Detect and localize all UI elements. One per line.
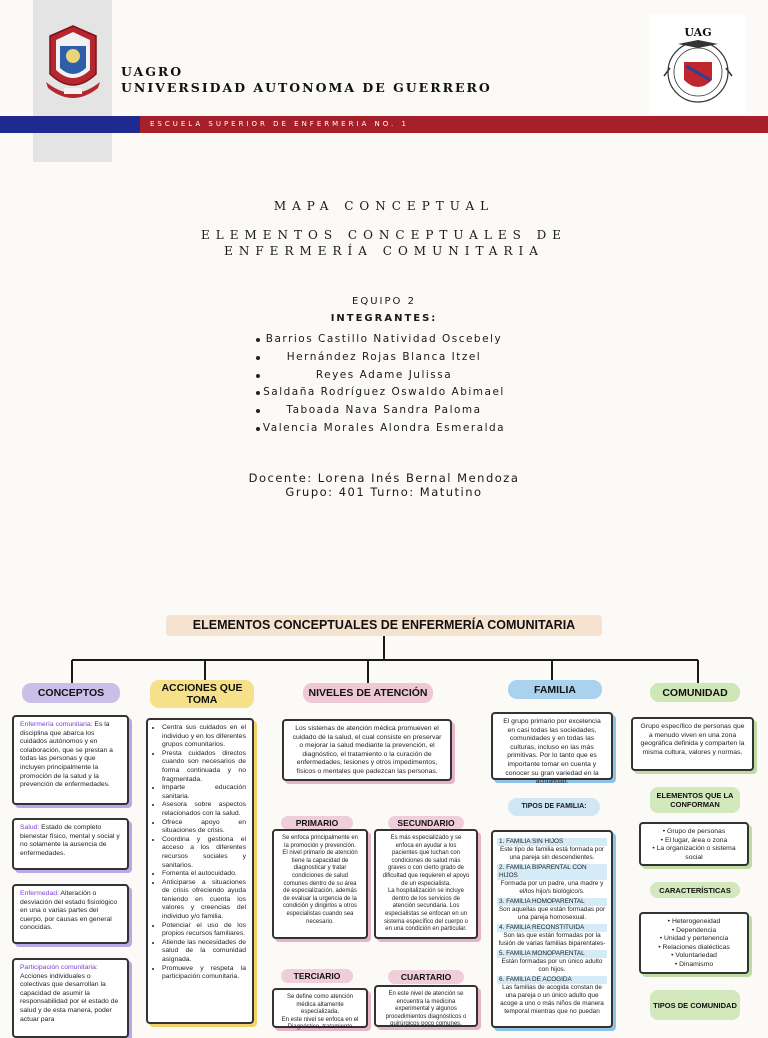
list-item: • La organización o sistema social <box>647 845 741 862</box>
team-label: EQUIPO 2 <box>352 296 416 307</box>
bullet-icon <box>256 374 260 378</box>
nivel-terciario-label: TERCIARIO <box>281 969 353 983</box>
university-short-name: UAGRO <box>121 64 184 79</box>
list-item: Taboada Nava Sandra Paloma <box>0 402 768 420</box>
tipos-comunidad-label: TIPOS DE COMUNIDAD <box>650 990 740 1020</box>
acciones-list <box>154 724 246 982</box>
elementos-list <box>647 828 741 862</box>
university-full-name: UNIVERSIDAD AUTONOMA DE GUERRERO <box>121 80 492 95</box>
document-type: MAPA CONCEPTUAL <box>273 199 495 213</box>
concept-box <box>12 958 129 1038</box>
tipo-familia-desc: Son aquellas que están formadas por una pareja homosexual. <box>498 906 606 921</box>
svg-text:UAG: UAG <box>684 26 712 39</box>
tipos-familia-box <box>491 830 613 1028</box>
niveles-intro-box: Los sistemas de atención médica promueven el cuidado de la salud, el cual consiste en preservar o mejorar la salud mediante la prevención, el diagnóstico, el tratamiento o la curación de enfermedades, lesiones y otros impedimentos, físicos o mentales que padezcan las personas. <box>282 719 452 781</box>
members-label: INTEGRANTES: <box>330 313 438 324</box>
list-item: • Voluntariedad <box>647 952 741 961</box>
branch-comunidad: COMUNIDAD <box>650 683 740 702</box>
list-item: • Ofrece apoyo en situaciones de crisis. <box>162 819 246 836</box>
comunidad-intro-box: Grupo específico de personas que a menudo viven en una zona geográfica definida y comparten la misma cultura, valores y normas. <box>631 717 754 771</box>
list-item: • Promueve y respeta la participación comunitaria. <box>162 965 246 982</box>
concept-term: Salud: <box>20 824 40 831</box>
teacher-group-info <box>0 471 768 499</box>
document-title <box>0 227 768 259</box>
nivel-primario-label: PRIMARIO <box>281 816 353 830</box>
tipo-familia-desc: Formada por un padre, una madre y el/los hijo/s biológico/s. <box>500 880 604 895</box>
list-item: • El lugar, área o zona <box>647 837 741 846</box>
list-item: Barrios Castillo Natividad Oscebely <box>0 331 768 349</box>
caracteristicas-list <box>647 918 741 970</box>
list-item: • Anticiparse a situaciones de crisis ofreciendo ayuda teniendo en cuenta los valores y creencias del individuo y/o familia. <box>162 879 246 922</box>
elementos-label: ELEMENTOS QUE LA CONFORMAN <box>650 787 740 813</box>
bullet-icon <box>256 356 260 360</box>
branch-conceptos: CONCEPTOS <box>22 683 120 703</box>
list-item: • Presta cuidados directos cuando son necesarios de forma continuada y no fragmentada. <box>162 750 246 784</box>
school-name: ESCUELA SUPERIOR DE ENFERMERIA NO. 1 <box>150 120 409 128</box>
tipo-familia-desc: Este tipo de familia está formada por una pareja sin descendientes. <box>499 846 605 861</box>
group-info: Grupo: 401 Turno: Matutino <box>285 485 483 499</box>
branch-niveles: NIVELES DE ATENCIÓN <box>303 683 433 703</box>
concept-definition: Es la disciplina que abarca los cuidados autónomos y en colaboración, que se prestan a todas las personas y que incluyen principalmente la promoción de la salud y la prevención de enfermedades. <box>20 721 113 789</box>
nivel-primario-box: Se enfoca principalmente en la promoción y prevención. El nivel primario de atención tiene la capacidad de diagnosticar y tratar condiciones de salud comunes dentro de su área de especialización, además de evaluar la urgencia de la condición y dirigirlos a otros especialistas cuando sea necesario. <box>272 829 368 939</box>
list-item: Reyes Adame Julissa <box>0 367 768 385</box>
acciones-box <box>146 718 254 1024</box>
concept-definition: Estado de completo bienestar físico, mental y social y no solamente la ausencia de enfermedades. <box>20 824 120 857</box>
list-item: • Atiende las necesidades de salud de la comunidad asignada. <box>162 939 246 965</box>
concept-box <box>12 715 129 805</box>
list-item: • Imparte educación sanitaria. <box>162 784 246 801</box>
concept-definition: Acciones individuales o colectivas que desarrollan la capacidad de asumir la responsabilidad por el estado de salud y de esta manera, poder actuar para <box>20 972 119 1023</box>
list-item: • Heterogeneidad <box>647 918 741 927</box>
list-item: • Unidad y pertenencia <box>647 935 741 944</box>
bullet-icon <box>256 427 260 431</box>
bullet-icon <box>256 338 260 342</box>
nivel-secundario-box: Es más especializado y se enfoca en ayudar a los pacientes que luchan con condiciones de salud más graves o con cierto grado de dificultad que requieren el apoyo de un especialista. La hospitalización se incluye dentro de los servicios de atención secundaria. Los especialistas se enfocan en un sistema específico del cuerpo o en una condición en particular. <box>374 829 478 939</box>
tipo-familia-desc: Las familias de acogida constan de una pareja o un único adulto que acoge a uno o más niños de manera temporal mientras que no puedan <box>500 984 604 1015</box>
list-item: • Relaciones dialécticas <box>647 944 741 953</box>
caracteristicas-label: CARACTERÍSTICAS <box>650 882 740 898</box>
concept-term: Enfermería comunitaria: <box>20 721 93 728</box>
list-item: • Potenciar el uso de los propios recursos familiares. <box>162 922 246 939</box>
concept-term: Enfermedad: <box>20 890 59 897</box>
list-item: Hernández Rojas Blanca Itzel <box>0 349 768 367</box>
list-item: • Fomenta el autocuidado. <box>162 870 246 879</box>
elementos-box <box>639 822 749 866</box>
nivel-cuartario-label: CUARTARIO <box>388 970 464 984</box>
nivel-secundario-label: SECUNDARIO <box>388 816 464 830</box>
header-band-blue <box>0 116 140 133</box>
tipo-familia-name: 4. FAMILIA RECONSTITUIDA <box>497 924 607 932</box>
uag-logo <box>650 14 746 114</box>
tipo-familia-name: 2. FAMILIA BIPARENTAL CON HIJOS <box>497 864 607 880</box>
concept-definition: Alteración o desviación del estado fisiológico en una o varias partes del cuerpo, por causas en general conocidas. <box>20 890 118 932</box>
concept-box <box>12 818 129 870</box>
nivel-terciario-box: Se define como atención médica altamente especializada. En este nivel se enfoca en el Diagnóstico, tratamiento <box>272 988 368 1028</box>
title-line-1: ELEMENTOS CONCEPTUALES DE <box>200 228 567 242</box>
members-list <box>0 331 768 438</box>
branch-acciones: ACCIONES QUE TOMA <box>150 680 254 708</box>
tipo-familia-name: 5. FAMILIA MONOPARENTAL <box>497 950 607 958</box>
familia-intro-box: El grupo primario por excelencia en casi todas las sociedades, comunidades y en todas las culturas, incluso en las más primitivas. Por lo tanto que es importante tomar en cuenta y conocer su gran variedad en la actualidad. <box>491 712 613 780</box>
list-item: Valencia Morales Alondra Esmeralda <box>0 420 768 438</box>
title-line-2: ENFERMERÍA COMUNITARIA <box>224 244 544 258</box>
bullet-icon <box>256 391 260 395</box>
list-item: • Dinamismo <box>647 961 741 970</box>
tipo-familia-desc: Están formadas por un único adulto con hijos. <box>501 958 603 973</box>
caracteristicas-box <box>639 912 749 974</box>
teacher-name: Docente: Lorena Inés Bernal Mendoza <box>248 471 520 485</box>
nivel-cuartario-box: En este nivel de atención se encuentra la medicina experimental y algunos procedimientos diagnósticos o quirúrgicos poco comunes. <box>374 985 478 1027</box>
list-item: • Coordina y gestiona el acceso a los diferentes recursos sociales y sanitarios. <box>162 836 246 870</box>
tipos-familia-label: TIPOS DE FAMILIA: <box>508 798 600 816</box>
list-item: • Asesora sobre aspectos relacionados con la salud. <box>162 801 246 818</box>
branch-familia: FAMILIA <box>508 680 602 699</box>
uagro-logo <box>42 22 104 104</box>
bullet-icon <box>256 409 260 413</box>
tipo-familia-name: 6. FAMILIA DE ACOGIDA <box>497 976 607 984</box>
concept-map-title: ELEMENTOS CONCEPTUALES DE ENFERMERÍA COMUNITARIA <box>166 615 602 636</box>
concept-term: Participación comunitaria: <box>20 964 98 971</box>
concept-box <box>12 884 129 944</box>
list-item: • Centra sus cuidados en el individuo y en los diferentes grupos comunitarios. <box>162 724 246 750</box>
tipo-familia-name: 1. FAMILIA SIN HIJOS <box>497 838 607 846</box>
university-heading <box>121 64 492 96</box>
tipo-familia-desc: Son las que están formadas por la fusión de varias familias biparentales- <box>498 932 606 947</box>
list-item: Saldaña Rodríguez Oswaldo Abimael <box>0 384 768 402</box>
list-item: • Grupo de personas <box>647 828 741 837</box>
list-item: • Dependencia <box>647 927 741 936</box>
tipo-familia-name: 3. FAMILIA HOMOPARENTAL <box>497 898 607 906</box>
